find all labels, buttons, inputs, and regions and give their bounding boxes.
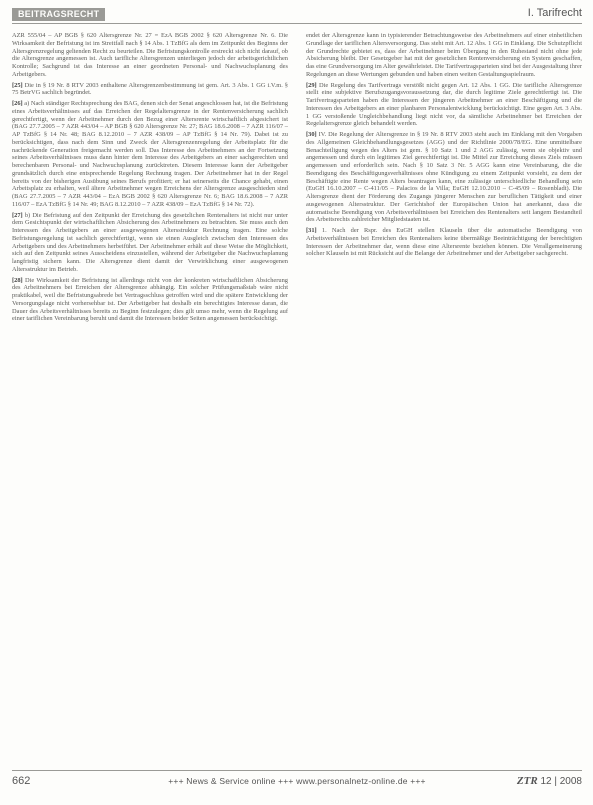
paragraph-text: a) Nach ständiger Rechtsprechung des BAG, denen sich der Senat angeschlossen hat, ist die Befristung eines Arbeitsverhältnisses auf das Erreichen der Regelaltersgrenze in der Rentenversicherung sachlich gerechtfertigt, wenn der Arbeitnehmer durch den Bezug einer Altersrente wirtschaftlich abgesichert ist (BAG 27.7.2005 – 7 AZR 443/04 – AP BGB § 620 Altersgrenze Nr. 27; BAG 18.6.2008 – 7 AZR 116/07 – AP TzBfG § 14 Nr. 48; BAG 8.12.2010 – 7 AZR 438/09 – AP TzBfG § 14 Nr. 79). Dabei ist zu berücksichtigen, dass nach dem Sinn und Zweck der Altersgrenzenregelung der Arbeitsplatz für die nachrückende Generation freigemacht werden soll. Das Interesse des Arbeitnehmers an der Fortsetzung seines Arbeitsverhältnisses muss dann hinter dem Interesse des Arbeitgebers an einer sachgerechten und berechenbaren Personal- und Nachwuchsplanung zurücktreten. Diesem Interesse kann der Arbeitgeber grundsätzlich durch eine entsprechende Regelung Rechnung tragen. Der Arbeitnehmer hat in der Regel bereits von der bisherigen Ausübung seines Berufs profitiert; er hat seinerseits die Chance gehabt, einen Arbeitsplatz zu erhalten, weil ältere Arbeitnehmer wegen Erreichens der Altersgrenze ausgeschieden sind (BAG 27.7.2005 – 7 AZR 443/04 – EzA BGB 2002 § 620 Altersgrenze Nr. 6; BAG 18.6.2008 – 7 AZR 116/07 – EzA TzBfG § 14 Nr. 49; BAG 8.12.2010 – 7 AZR 438/09 – EzA TzBfG § 14 Nr. 72). (12, 100, 288, 208)
page-header (12, 7, 582, 24)
paragraph-text: IV. Die Regelung der Altersgrenze in § 19 Nr. 8 RTV 2003 steht auch im Einklang mit den Vorgaben des Allgemeinen Gleichbehandlungsgesetzes (AGG) und der Richtlinie 2000/78/EG. Eine unmittelbare Benachteiligung wegen des Alters ist gem. § 10 Satz 1 und 2 AGG zulässig, wenn sie objektiv und angemessen und durch ein legitimes Ziel gerechtfertigt ist. Die Mittel zur Erreichung dieses Ziels müssen angemessen und erforderlich sein. Nach § 10 Satz 3 Nr. 5 AGG kann eine Vereinbarung, die die Beendigung des Beschäftigungsverhältnisses ohne Kündigung zu einem Zeitpunkt vorsieht, zu dem der Beschäftigte eine Rente wegen Alters beantragen kann, eine zulässige unterschiedliche Behandlung sein (EuGH 16.10.2007 – C-411/05 – Palacios de la Villa; EuGH 12.10.2010 – C-45/09 – Rosenbladt). Die Altersgrenze dient der Förderung des Zugangs jüngerer Menschen zur beruflichen Tätigkeit und einer ausgewogenen Altersstruktur. Der Gerichtshof der Europäischen Union hat anerkannt, dass die automatische Beendigung von Arbeitsverhältnissen bei Erreichen des Rentenalters seit langem Bestandteil des Arbeitsrechts zahlreicher Mitgliedstaaten ist. (306, 131, 582, 224)
issue-number: 12 | 2008 (540, 776, 582, 787)
paragraph-number: [26] (12, 100, 23, 107)
section-label: BEITRAGSRECHT (12, 8, 105, 21)
paragraph-text: Die Wirksamkeit der Befristung ist allerdings nicht von der konkreten wirtschaftlichen Absicherung des Arbeitnehmers bei Erreichen der Altersgrenze abhängig. Ein solcher Prüfungsmaßstab wäre nicht praktikabel, weil die Befristungsabrede bei Vertragsschluss getroffen wird und die spätere Entwicklung der Versorgungslage nicht vorhersehbar ist. Der Arbeitgeber hat deshalb ein berechtigtes Interesse daran, die Dauer des Arbeitsverhältnisses bereits zu Beginn festzulegen; dies gilt umso mehr, wenn die Regelung auf einer tariflichen Vereinbarung beruht und damit die Interessen beider Seiten angemessen berücksichtigt. (12, 276, 288, 323)
paragraph-text: Die in § 19 Nr. 8 RTV 2003 enthaltene Altersgrenzenbestimmung ist gem. Art. 3 Abs. 1 GG i.V.m. § 75 BetrVG sachlich begründet. (12, 81, 288, 97)
paragraph-text: Die Regelung des Tarifvertrags verstößt nicht gegen Art. 12 Abs. 1 GG. Die tarifliche Altersgrenze stellt eine subjektive Berufszugangsvoraussetzung dar, die durch legitime Ziele gerechtfertigt ist. Die Tarifvertragsparteien haben die Interessen der jüngeren Arbeitnehmer an einer Beschäftigung und die Interessen des Arbeitgebers an einer planbaren Personalentwicklung berücksichtigt. Eine gegen Art. 3 Abs. 1 GG verstoßende Ungleichbehandlung liegt nicht vor, da sämtliche Arbeitnehmer bei Erreichen der Regelaltersgrenze gleich behandelt werden. (306, 81, 582, 128)
paragraph-text: 1. Nach der Rspr. des EuGH stellen Klauseln über die automatische Beendigung von Arbeitsverhältnissen bei Erreichen des Rentenalters keine übermäßige Beeinträchtigung der berechtigten Interessen der Arbeitnehmer dar, wenn diese eine Altersrente beziehen können. Die Verallgemeinerung solcher Klauseln ist mit Rücksicht auf die Belange der Arbeitnehmer und der Arbeitgeber sachgerecht. (306, 227, 582, 258)
paragraph-number: [29] (306, 81, 317, 89)
paragraph (306, 82, 582, 129)
paragraph-text: b) Die Befristung auf den Zeitpunkt der Erreichung des gesetzlichen Rentenalters ist nicht nur unter dem Gesichtspunkt der wirtschaftlichen Absicherung des Arbeitnehmers zu betrachten. Sie muss auch den Interessen des Arbeitgebers an einer ausgewogenen Altersstruktur Rechnung tragen. Eine solche Befristungsregelung ist sachlich gerechtfertigt, wenn sie einen Ausgleich zwischen den Interessen des Arbeitgebers und des Arbeitnehmers herbeiführt. Der Arbeitnehmer erhält auf diese Weise die Möglichkeit, sich auf den Zeitpunkt seines Ausscheidens einzustellen, während der Arbeitgeber die Nachwuchsplanung langfristig sichern kann. Die Altersgrenze dient damit der Verwirklichung einer ausgewogenen Altersstruktur im Betrieb. (12, 211, 288, 273)
header-author: I. Tarifrecht (527, 7, 582, 19)
paragraph-text: AZR 555/04 – AP BGB § 620 Altersgrenze Nr. 27 = EzA BGB 2002 § 620 Altersgrenze Nr. 6. Die Wirksamkeit der Befristung ist im Streitfall nach § 14 Abs. 1 TzBfG als dem im Zeitpunkt des Beginns der Altersgrenzregelung geltenden Recht zu beurteilen. Die Befristungskontrolle erstreckt sich nicht darauf, ob die Altersgrenze angemessen ist. Auch tarifliche Altersgrenzen unterliegen jedoch der arbeitsgerichtlichen Kontrolle; Sachgrund ist das Interesse an einer geordneten Personal- und Nachwuchsplanung des Arbeitgebers. (12, 32, 288, 78)
paragraph-number: [30] (306, 131, 317, 138)
paragraph-number: [25] (12, 81, 23, 89)
paragraph (306, 32, 582, 79)
footer-issue (517, 775, 582, 787)
paragraph (12, 82, 288, 98)
page-number: 662 (12, 775, 31, 787)
paragraph (12, 212, 288, 274)
page-footer (12, 770, 582, 789)
paragraph-number: [27] (12, 211, 23, 219)
right-column (306, 32, 582, 762)
paragraph (306, 131, 582, 224)
paragraph-text: endet der Altersgrenze kann in typisierender Betrachtungsweise des Arbeitnehmers auf einer einheitlichen Grundlage der tariflichen Altersversorgung. Das steht mit Art. 12 Abs. 1 GG in Einklang. Die Schutzpflicht der Grundrechte gebietet es, dass der Arbeitnehmer beim Übergang in den Ruhestand nicht ohne jede Absicherung bleibt. Der Gesetzgeber hat mit der gesetzlichen Rentenversicherung ein System geschaffen, das eine Grundversorgung im Alter gewährleistet. Die Tarifvertragsparteien sind bei der Ausgestaltung ihrer Regelungen an diese Wertungen gebunden und haben einen weiten Gestaltungsspielraum. (306, 32, 582, 78)
paragraph (12, 32, 288, 79)
paragraph-number: [28] (12, 276, 23, 284)
left-column (12, 32, 288, 762)
paragraph (12, 277, 288, 324)
journal-name: ZTR (516, 775, 538, 787)
paragraph (306, 227, 582, 258)
footer-website-banner[interactable]: +++ News & Service online +++ www.personalnetz-online.de +++ (168, 776, 426, 786)
paragraph-number: [31] (306, 227, 317, 234)
paragraph (12, 100, 288, 209)
article-body (12, 32, 582, 762)
